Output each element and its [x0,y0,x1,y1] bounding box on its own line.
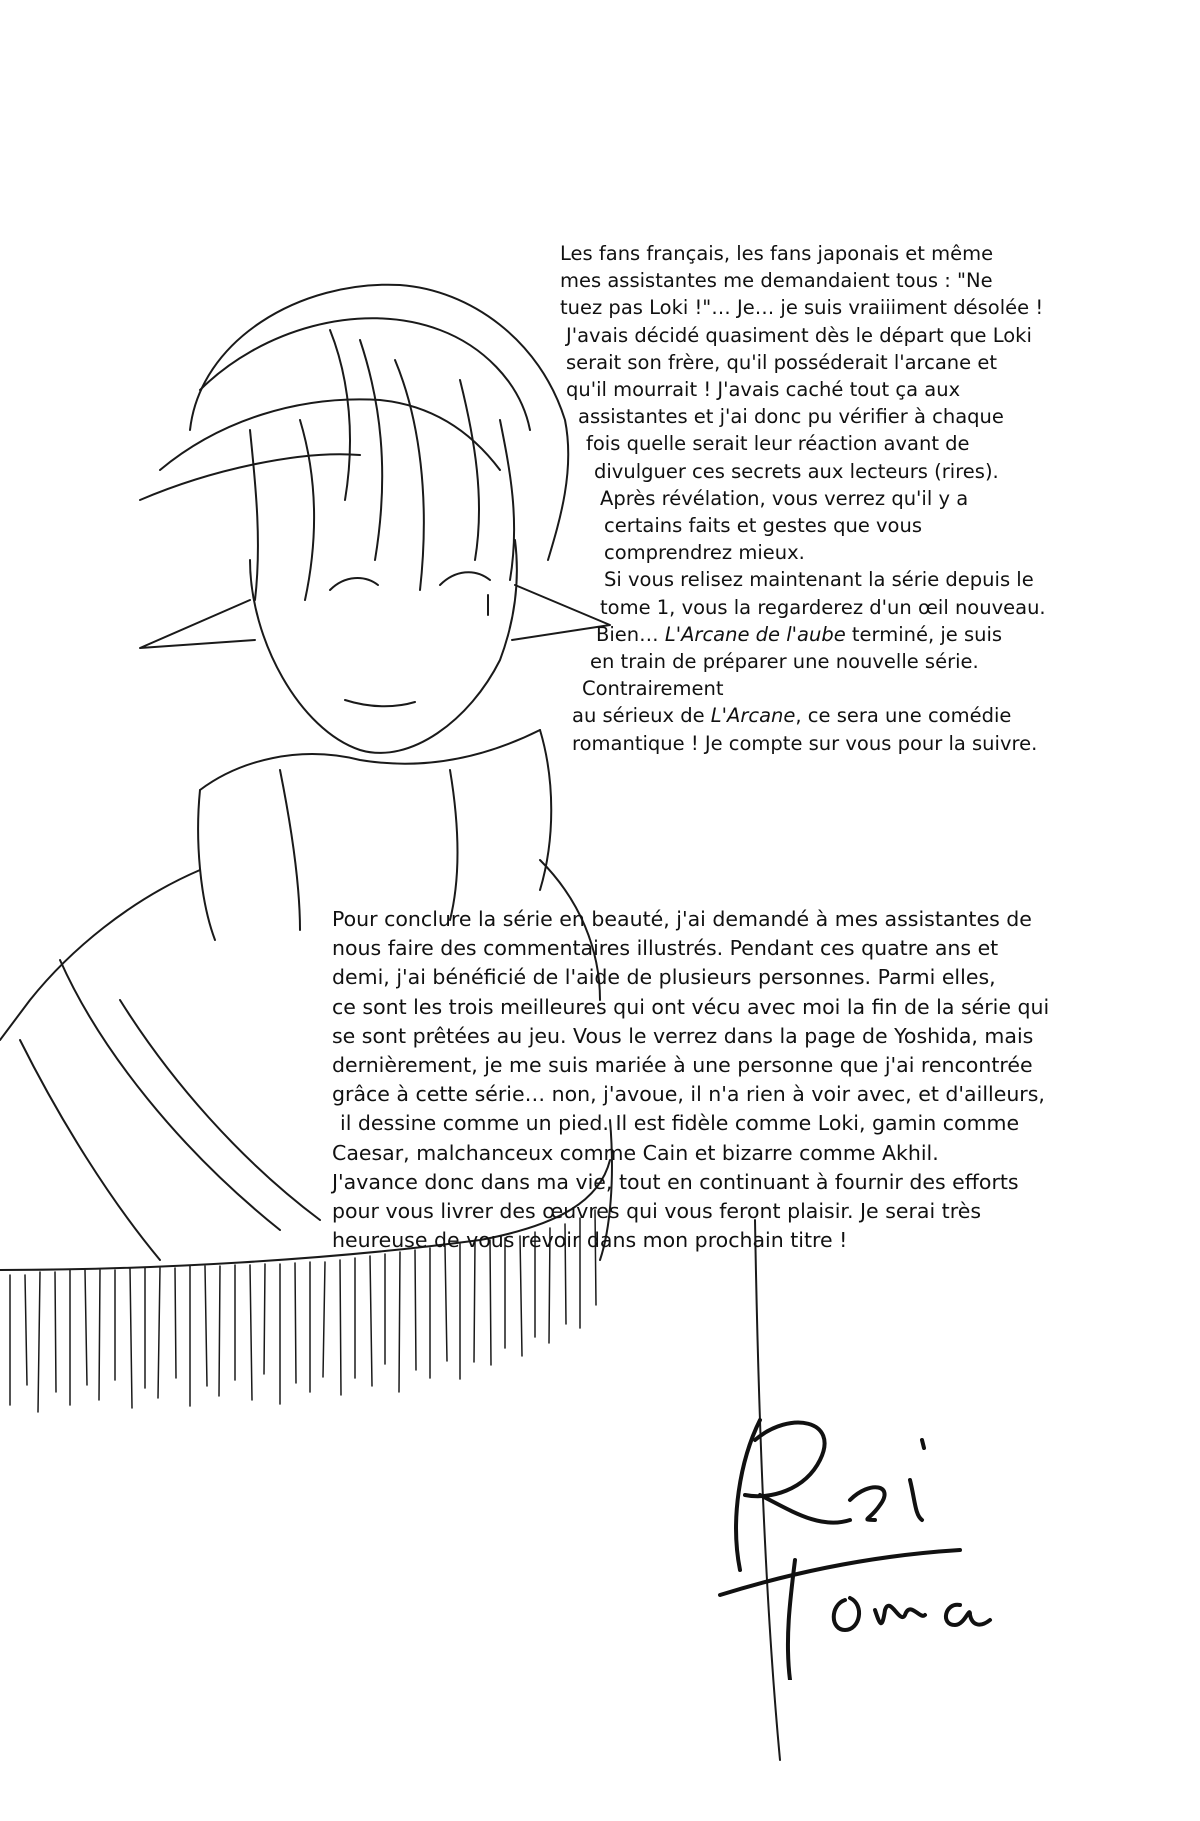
message-line: il dessine comme un pied. Il est fidèle comme Loki, gamin comme [340,1111,1020,1136]
message-line: divulguer ces secrets aux lecteurs (rires). [594,459,999,483]
series-title: L'Arcane [710,704,796,728]
message-line: dernièrement, je me suis mariée à une personne que j'ai rencontrée [332,1053,1033,1078]
message-line: J'avais décidé quasiment dès le départ que Loki [566,323,1032,347]
message-line: tome 1, vous la regarderez d'un œil nouveau. [600,595,1046,619]
message-line: serait son frère, qu'il posséderait l'arcane et [566,350,998,374]
cloak [20,1040,160,1260]
hair-strand [330,330,350,500]
hair-strand [395,360,424,590]
message-line: se sont prêtées au jeu. Vous le verrez dans la page de Yoshida, mais [332,1023,1034,1048]
hair-strand [140,454,360,500]
message-line: demi, j'ai bénéficié de l'aide de plusieurs personnes. Parmi elles, [332,965,996,990]
message-line: grâce à cette série… non, j'avoue, il n'a rien à voir avec, et d'ailleurs, [332,1082,1045,1107]
cloak [0,870,200,1040]
cloak [120,1000,320,1220]
scarf [198,790,215,940]
message-line: Pour conclure la série en beauté, j'ai demandé à mes assistantes de [332,907,1032,931]
face-outline [250,540,517,753]
handwritten-signature [700,1380,1020,1680]
hair-strand [500,420,514,580]
afterword-message-bottom [332,905,1049,1255]
hair-strand [360,340,382,560]
message-line: tuez pas Loki !"… Je… je suis vraiiiment désolée ! [560,296,1044,320]
message-line: certains faits et gestes que vous [604,514,922,538]
hair-strand [160,399,500,470]
message-line: Caesar, malchanceux comme Cain et bizarre comme Akhil. [332,1140,939,1165]
scarf [200,730,540,790]
message-line: en train de préparer une nouvelle série. [590,650,979,674]
hair-strand [300,420,314,600]
message-line: qu'il mourrait ! J'avais caché tout ça aux [566,378,961,402]
closed-eye [330,578,378,590]
message-line [560,621,1046,648]
message-line: Si vous relisez maintenant la série depuis le [604,568,1034,592]
message-line: heureuse de vous revoir dans mon prochain titre ! [332,1228,848,1253]
message-line: pour vous livrer des œuvres qui vous feront plaisir. Je serai très [332,1199,981,1224]
message-line: comprendrez mieux. [604,541,805,565]
hair-strand [460,380,479,560]
message-line: Les fans français, les fans japonais et même [560,242,994,265]
message-fragment: , ce sera une comédie [795,704,1012,728]
scarf [280,770,300,930]
mouth [345,700,415,706]
cloak [60,960,280,1230]
message-line: Contrairement [582,677,724,701]
message-fragment: Bien… [596,622,665,646]
message-fragment: terminé, je suis [845,622,1003,646]
message-line: nous faire des commentaires illustrés. Pendant ces quatre ans et [332,936,999,961]
series-title: L'Arcane de l'aube [664,622,846,646]
message-line [560,702,1046,729]
closed-eye [440,572,490,585]
message-line: romantique ! Je compte sur vous pour la suivre. [572,731,1038,755]
message-line: ce sont les trois meilleures qui ont vécu avec moi la fin de la série qui [332,994,1050,1019]
left-ear [140,600,255,648]
message-line: Après révélation, vous verrez qu'il y a [600,486,969,510]
message-line: mes assistantes me demandaient tous : "Ne [560,269,993,293]
hair-strand [200,318,530,430]
scarf [450,770,458,920]
afterword-message-top [560,240,1046,757]
message-line: fois quelle serait leur réaction avant de [586,432,970,456]
message-fragment: au sérieux de [572,704,711,728]
message-line: assistantes et j'ai donc pu vérifier à chaque [578,405,1004,429]
message-line: J'avance donc dans ma vie, tout en continuant à fournir des efforts [332,1169,1019,1194]
